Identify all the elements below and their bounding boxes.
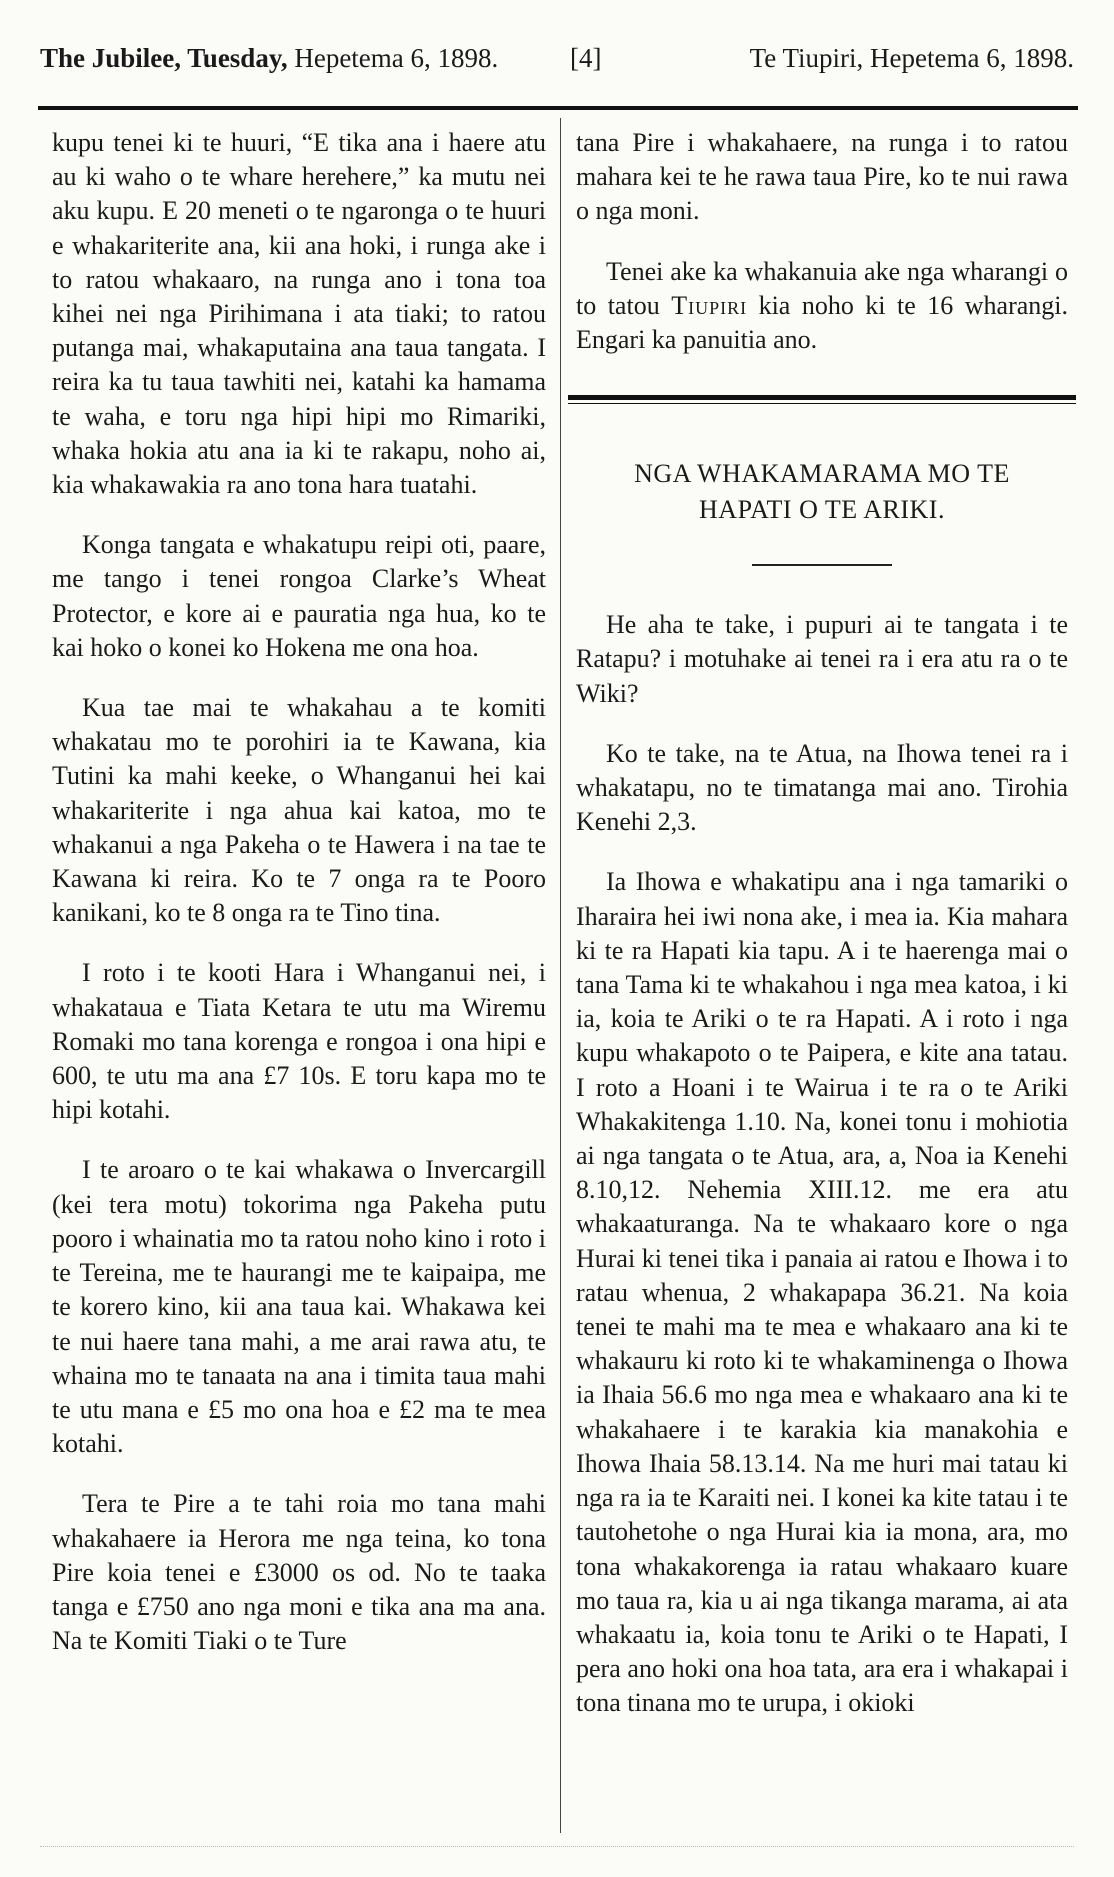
header-left-date: Hepetema 6, 1898. <box>287 43 499 73</box>
left-paragraph-4: I roto i te kooti Hara i Whanganui nei, i whakataua e Tiata Ketara te utu ma Wiremu Romaki mo tana korenga e rongoa i ona hipi e 600, te utu ma ana £7 10s. E toru kapa mo te hipi kotahi. <box>52 958 546 1125</box>
bottom-edge <box>40 1846 1074 1857</box>
header-rule <box>38 106 1078 110</box>
section-rule <box>568 395 1076 404</box>
page-header <box>40 38 1074 78</box>
left-paragraph-1: kupu tenei ki te huuri, “E tika ana i haere atu au ki waho o te whare herehere,” ka mutu nei aku kupu. E 20 meneti o te ngaronga o te huuri e whakariterite ana, kii ana hoki, i runga ake i to ratou whakaaro, na runga ano i tona toa kihei nei nga Pirihimana i ata tiaki; to ratou putanga mai, whakaputaina ana taua tangata. I reira ka tu taua tawhiti nei, katahi ka hamama te waha, e toru nga hipi hipi mo Rimariki, whaka hokia atu ana ia ki te rakapu, noho ai, kia whakawakia ra ano tona hara tuatahi. <box>52 128 546 500</box>
paper-name-smallcaps: Tiupiri <box>671 290 748 320</box>
left-paragraph-6: Tera te Pire a te tahi roia mo tana mahi whakahaere ia Herora me nga teina, ko tona Pire koia tenei e £3000 os od. No te taaka tanga e £750 ano nga moni e tika ana ma ana. Na te Komiti Tiaki o te Ture <box>52 1489 546 1656</box>
right-column <box>576 126 1068 1747</box>
left-paragraph-2: Konga tangata e whakatupu reipi oti, paare, me tango i tenei rongoa Clarke’s Wheat Protector, e kore ai e pauratia nga hua, ko te kai hoko o konei ko Hokena me ona hoa. <box>52 530 546 662</box>
right-paragraph-2-end: kia noho ki te 16 wharangi. Engari ka panuitia ano. <box>576 290 1068 355</box>
section-title-line-2: HAPATI O TE ARIKI. <box>699 495 945 525</box>
left-paragraph-5: I te aroaro o te kai whakawa o Invercargill (kei tera motu) tokorima nga Pakeha putu pooro i whainatia mo ta ratou noho kino i roto i te Tereina, me te haurangi me te kaipaipa, me te korero kino, kii ana taua kai. Whakawa kei te nui haere tana mahi, a me arai rawa atu, te whaina mo te tanaata na ana i timita taua mahi te utu mana e £5 mo ona hoa e £2 ma te mea kotahi. <box>52 1155 546 1459</box>
left-paragraph-3: Kua tae mai te whakahau a te komiti whakatau mo te porohiri ia te Kawana, kia Tutini ka mahi keeke, o Whanganui hei kai whakariterite i nga ahua kai katoa, mo te whakanui a nga Pakeha o te Hawera i na tae te Kawana ki reira. Ko te 7 onga ra te Pooro kanikani, ko te 8 onga ra te Tino tina. <box>52 693 546 928</box>
right-paragraph-1: tana Pire i whakahaere, na runga i to ratou mahara kei te he rawa taua Pire, ko te nui rawa o nga moni. <box>576 128 1068 226</box>
answer-paragraph-1: Ko te take, na te Atua, na Ihowa tenei ra i whakatapu, no te timatanga mai ano. Tirohia Kenehi 2,3. <box>576 738 1068 837</box>
header-left <box>40 38 498 78</box>
title-short-rule <box>752 564 892 566</box>
left-column <box>52 126 546 1684</box>
section-title-line-1: NGA WHAKAMARAMA MO TE <box>634 459 1010 489</box>
page-number: [4] <box>570 43 602 73</box>
right-paragraph-2-start: Tenei ake ka whakanuia ake nga wharangi o to tatou <box>576 256 1068 320</box>
header-right: Te Tiupiri, Hepetema 6, 1898. <box>749 43 1074 73</box>
column-divider <box>560 118 561 1833</box>
header-left-bold: The Jubilee, Tuesday, <box>40 43 288 73</box>
question-paragraph: He aha te take, i pupuri ai te tangata i te Ratapu? i motuhake ai tenei ra i era atu ra o te Wiki? <box>576 610 1068 708</box>
answer-paragraph-2: Ia Ihowa e whakatipu ana i nga tamariki o Iharaira hei iwi nona ake, i mea ia. Kia mahara ki te ra Hapati kia tapu. A i te haerenga mai o tana Tama ki te whakahou i nga mea katoa, i ki ia, koia te Ariki o te ra Hapati. A i roto i nga kupu whakapoto o te Paipera, e kite ana tatau. I roto a Hoani i te Wairua i te ra o te Ariki Whakakitenga 1.10. Na, konei tonu i mohiotia ai nga tangata o te Atua, ara, a, Noa ia Kenehi 8.10,12. Nehemia XIII.12. me era atu whakaaturanga. Na te whakaaro kore o nga Hurai ki tenei tika i panaia ai ratou e Ihowa i to ratau whenua, 2 whakapapa 36.21. Na koia tenei te mahi ma te mea e whakaaro ana ki te whakauru ki roto ki te whakaminenga o Ihowa ia Ihaia 56.6 mo nga mea e whakaaro ana ki te whakahaere i te karakia kia manakohia e Ihowa Ihaia 58.13.14. Na me huri mai tatau ki nga ra ia te Karaiti nei. I konei ka kite tatau i te tautohetohe o nga Hurai kia ia mona, ara, mo tona whakakorenga ia ratau whakaaro kuare mo taua ra, kia u ai nga tikanga marama, ai ata whakaatu ia, koia tonu te Ariki o te Hapati, I pera ano hoki ona hoa tata, ara era i whakapai i tona tinana mo te urupa, i okioki <box>576 867 1068 1718</box>
section-title <box>576 456 1068 528</box>
right-paragraph-2 <box>576 255 1068 358</box>
